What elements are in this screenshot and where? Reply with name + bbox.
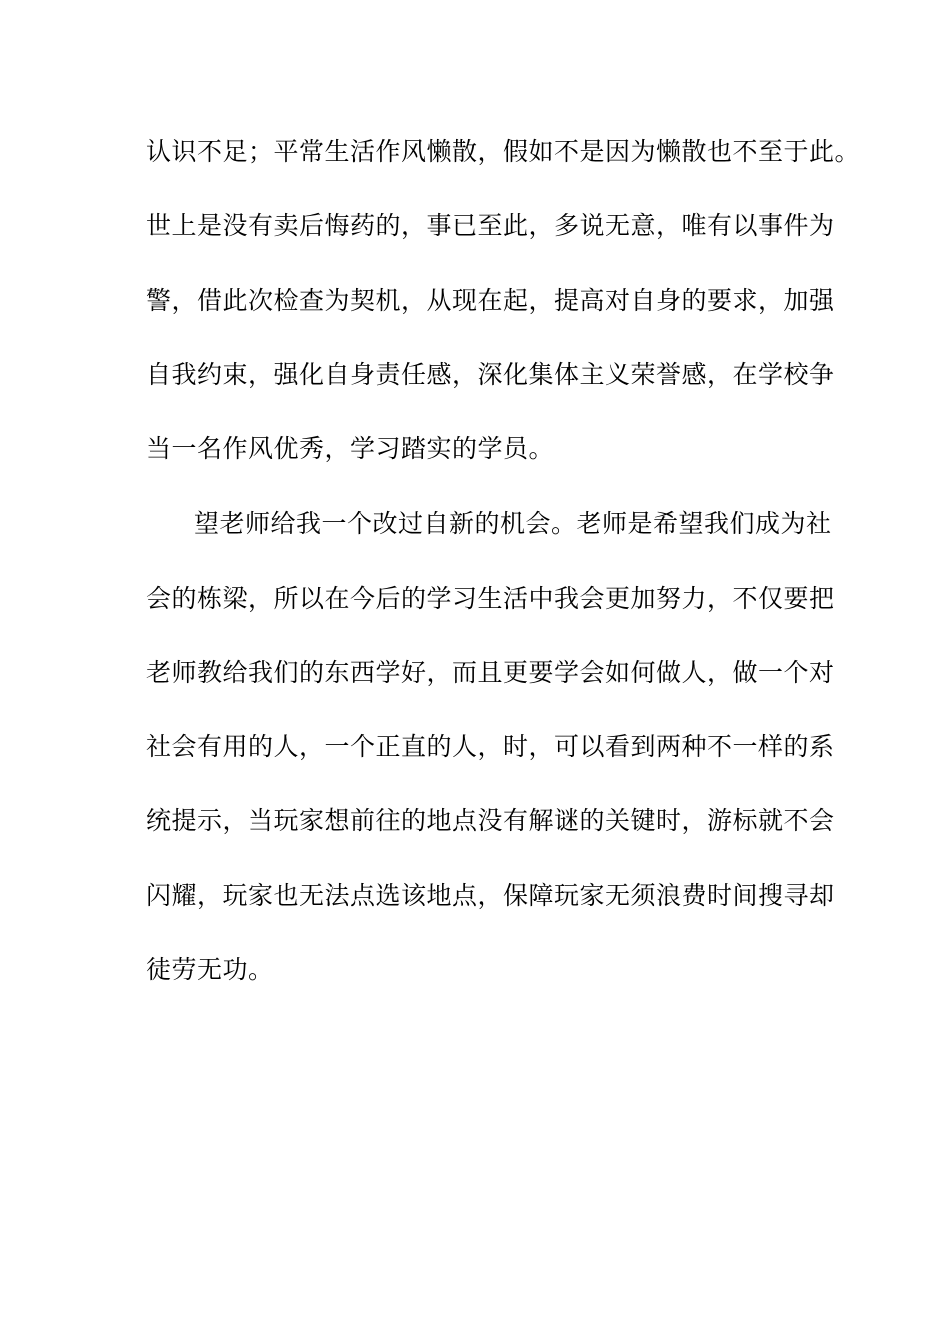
- text-line: 当一名作风优秀，学习踏实的学员。: [146, 434, 555, 463]
- text-line: 望老师给我一个改过自新的机会。老师是希望我们成为社: [194, 509, 832, 538]
- text-line: 自我约束，强化自身责任感，深化集体主义荣誉感，在学校争: [146, 360, 835, 389]
- text-line: 徒劳无功。: [146, 955, 274, 984]
- text-line: 闪耀，玩家也无法点选该地点，保障玩家无须浪费时间搜寻却: [146, 881, 835, 910]
- text-line: 会的栋梁，所以在今后的学习生活中我会更加努力，不仅要把: [146, 584, 835, 613]
- text-line: 警，借此次检查为契机，从现在起，提高对自身的要求，加强: [146, 286, 835, 315]
- text-line: 统提示，当玩家想前往的地点没有解谜的关键时，游标就不会: [146, 806, 835, 835]
- text-line: 社会有用的人，一个正直的人，时，可以看到两种不一样的系: [146, 732, 835, 761]
- text-line: 老师教给我们的东西学好，而且更要学会如何做人，做一个对: [146, 658, 835, 687]
- text-line: 认识不足；平常生活作风懒散，假如不是因为懒散也不至于此。: [146, 137, 861, 166]
- text-line: 世上是没有卖后悔药的，事已至此，多说无意，唯有以事件为: [146, 211, 835, 240]
